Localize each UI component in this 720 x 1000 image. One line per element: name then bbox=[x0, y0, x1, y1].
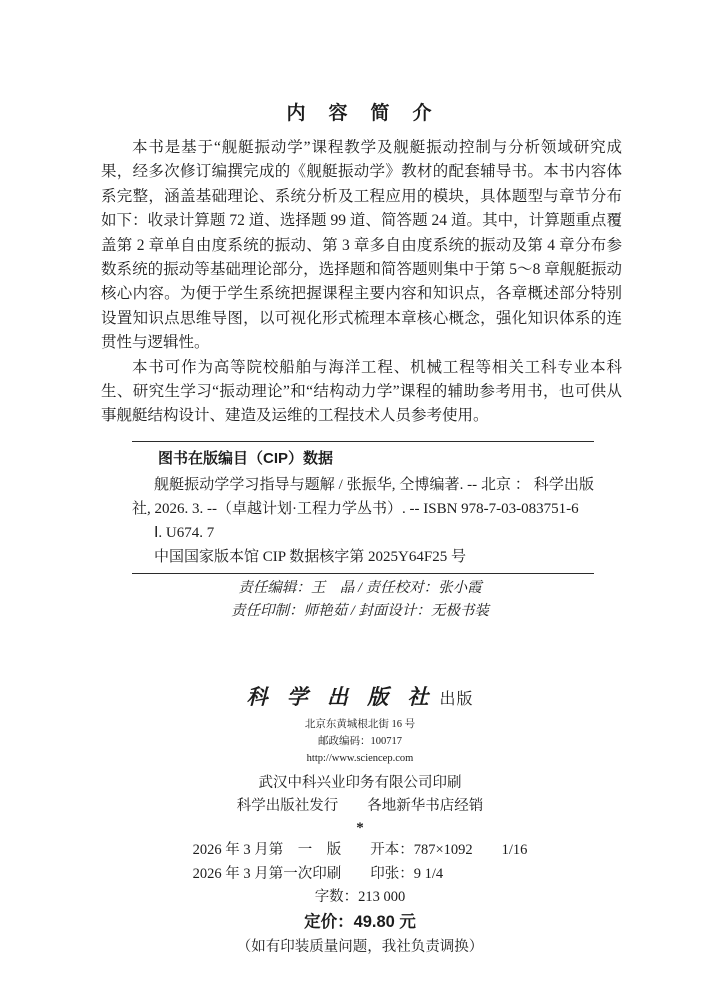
publisher-suffix: 出版 bbox=[439, 691, 474, 708]
edition-line: 2026 年 3 月第 一 版 开本：787×1092 1/16 bbox=[192, 842, 528, 858]
cip-classification: Ⅰ. U674. 7 bbox=[154, 525, 215, 541]
edition-block bbox=[0, 839, 720, 886]
printer-line: 武汉中科兴业印务有限公司印刷 bbox=[258, 775, 462, 791]
word-count: 字数：213 000 bbox=[314, 889, 406, 905]
section-title: 内 容 简 介 bbox=[286, 103, 434, 124]
publisher-postcode: 邮政编码：100717 bbox=[318, 736, 402, 747]
price: 定价：49.80 元 bbox=[304, 913, 416, 931]
cip-heading: 图书在版编目（CIP）数据 bbox=[158, 450, 334, 467]
staff-credits-block bbox=[0, 577, 720, 623]
staff-printing-line: 责任印制：师艳茹 / 封面设计：无极书装 bbox=[231, 603, 489, 619]
intro-paragraph-2: 本书可作为高等院校船舶与海洋工程、机械工程等相关工科专业本科生、研究生学习“振动理论”和“结构动力学”课程的辅助参考用书，也可供从事舰艇结构设计、建造及运维的工程技术人员参考使用。 bbox=[101, 358, 622, 425]
staff-editors-line: 责任编辑：王 晶 / 责任校对：张小霞 bbox=[238, 580, 482, 596]
cip-entry: 舰艇振动学学习指导与题解 / 张振华, 仝博编著. -- 北京 ： 科学出版社, 2026. 3. --（卓越计划·工程力学丛书）. -- ISBN 978-7-03-083751-6 bbox=[132, 477, 594, 517]
cip-data-block bbox=[132, 441, 594, 574]
publisher-address-block bbox=[0, 716, 720, 767]
intro-text-block bbox=[101, 136, 622, 429]
distribution-line: 科学出版社发行 各地新华书店经销 bbox=[236, 798, 484, 814]
colophon-block bbox=[0, 684, 720, 958]
cip-record-number: 中国国家版本馆 CIP 数据核字第 2025Y64F25 号 bbox=[154, 549, 466, 565]
publisher-address: 北京东黄城根北街 16 号 bbox=[304, 719, 416, 730]
intro-paragraph-1: 本书是基于“舰艇振动学”课程教学及舰艇振动控制与分析领域研究成果，经多次修订编撰完成的《舰艇振动学》教材的配套辅导书。本书内容体系完整，涵盖基础理论、系统分析及工程应用的模块，具体题型与章节分布如下：收录计算题 72 道、选择题 99 道、简答题 24 道。其中，计算题重点覆盖第 2 章单自由度系统的振动、第 3 章多自由度系统的振动及第 4 章分布参数系统的振动等基础理论部分，选择题和简答题则集中于第 5～8 章舰艇振动核心内容。为便于学生系统把握课程主要内容和知识点，各章概述部分特别设置知识点思维导图，以可视化形式梳理本章核心概念，强化知识体系的连贯性与逻辑性。 bbox=[101, 139, 622, 352]
publisher-website: http://www.sciencep.com bbox=[306, 753, 414, 764]
separator-asterisk: * bbox=[356, 820, 364, 836]
quality-note: （如有印装质量问题，我社负责调换） bbox=[236, 939, 484, 955]
publisher-logo: 科 学 出 版 社 bbox=[246, 685, 436, 709]
printing-run-line: 2026 年 3 月第一次印刷 印张：9 1/4 bbox=[192, 865, 444, 882]
publisher-line bbox=[0, 684, 720, 713]
